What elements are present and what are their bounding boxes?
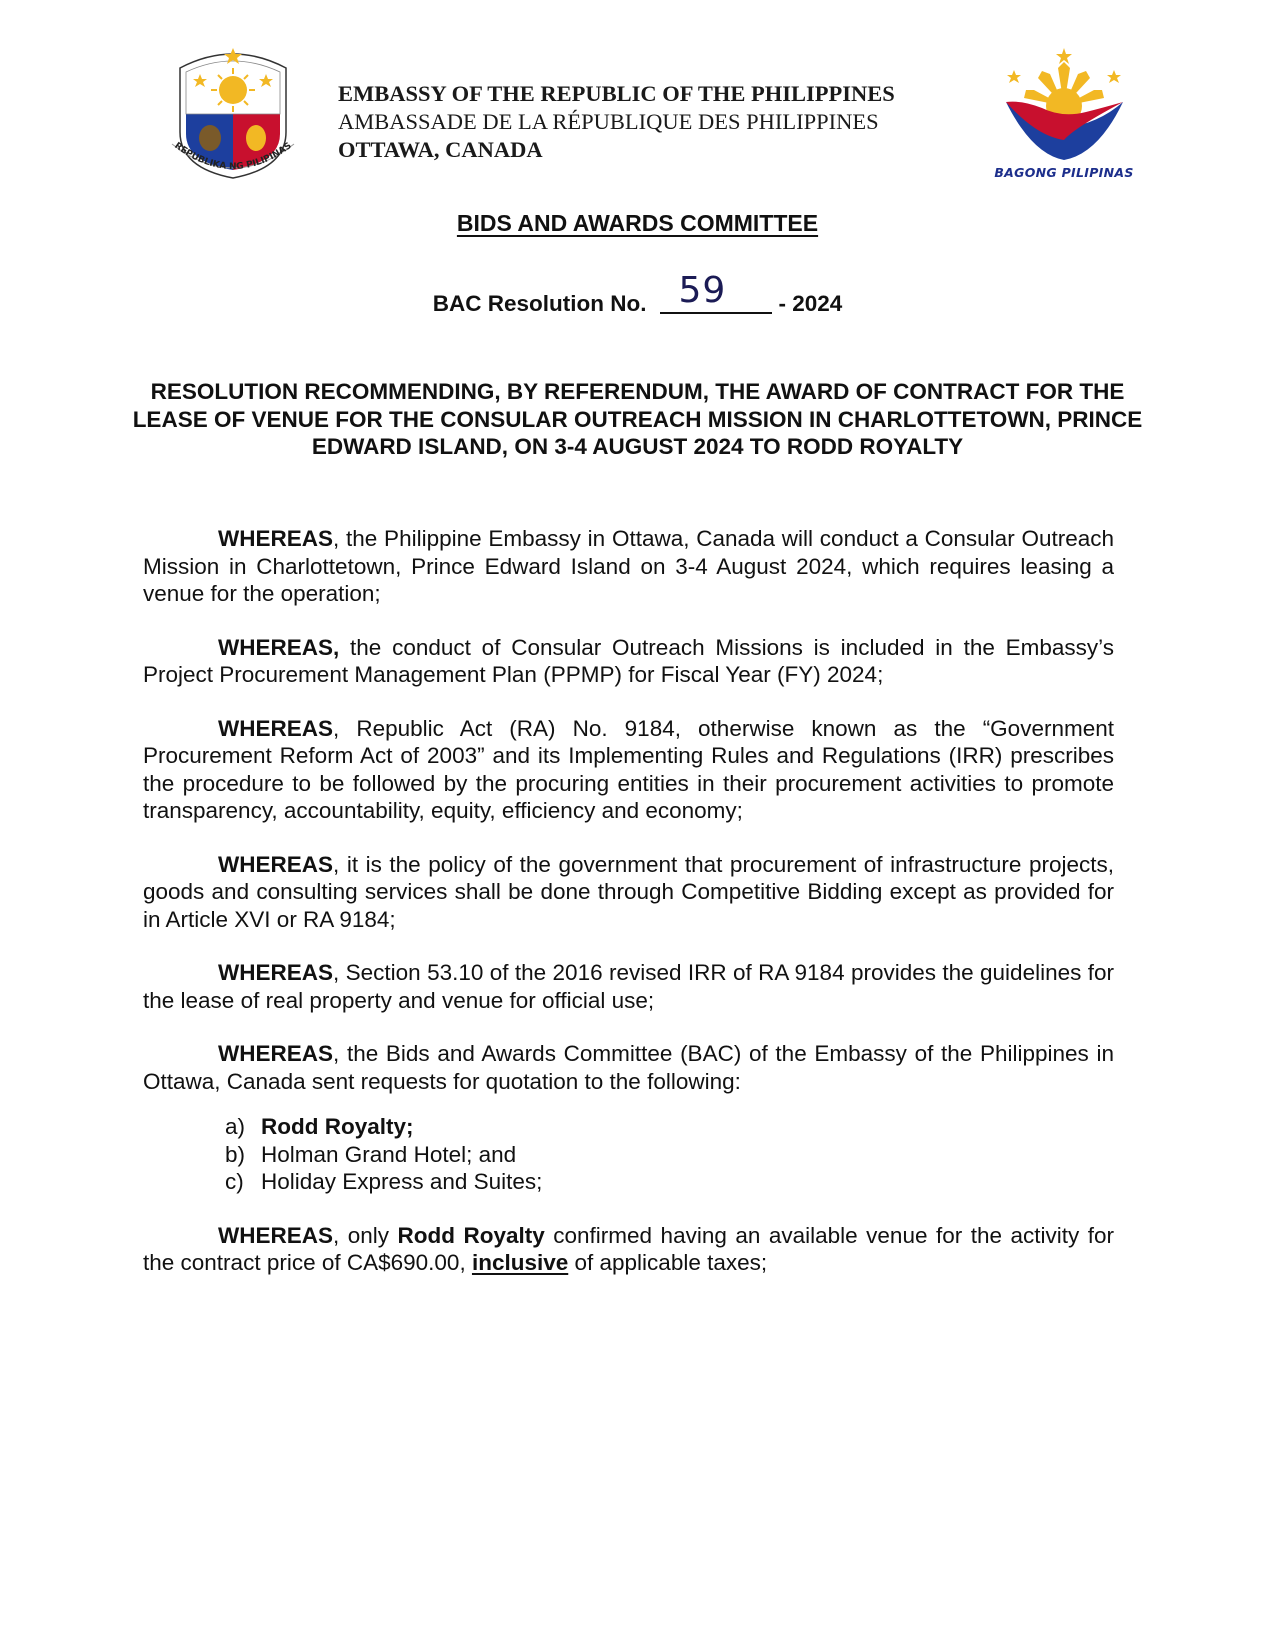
awardee-name: Rodd Royalty	[397, 1222, 545, 1248]
letterhead	[338, 80, 895, 164]
quotation-list	[225, 1113, 1114, 1196]
paragraph-text: , Section 53.10 of the 2016 revised IRR of RA 9184 provides the guidelines for the lease of real property and venue for official use;	[143, 960, 1114, 1013]
whereas-paragraph-7	[143, 1222, 1114, 1277]
letterhead-location: OTTAWA, CANADA	[338, 137, 543, 162]
whereas-paragraph-2	[143, 634, 1114, 689]
committee-heading-text: BIDS AND AWARDS COMMITTEE	[456, 210, 819, 236]
resolution-label: BAC Resolution No.	[432, 291, 647, 316]
philippine-seal-icon	[170, 40, 296, 190]
whereas-lead: WHEREAS,	[218, 634, 340, 660]
whereas-paragraph-5	[143, 959, 1114, 1014]
paragraph-text: , the Bids and Awards Committee (BAC) of the Embassy of the Philippines in Ottawa, Canada sent requests for quotation to the following:	[143, 1041, 1114, 1094]
paragraph-text: , the Philippine Embassy in Ottawa, Canada will conduct a Consular Outreach Mission in Charlottetown, Prince Edward Island on 3-4 August 2024, which requires leasing a venue for the operation;	[143, 526, 1114, 606]
list-marker: c)	[225, 1169, 244, 1194]
letterhead-english: EMBASSY OF THE REPUBLIC OF THE PHILIPPINES	[338, 81, 895, 106]
whereas-paragraph-3	[143, 715, 1114, 825]
whereas-paragraph-4	[143, 851, 1114, 934]
handwritten-number: 59	[678, 270, 727, 311]
list-item	[225, 1141, 1114, 1169]
resolution-year: - 2024	[778, 291, 843, 316]
whereas-lead: WHEREAS	[218, 851, 334, 877]
list-marker: a)	[225, 1114, 246, 1139]
resolution-number-line	[0, 270, 1275, 317]
whereas-paragraph-1	[143, 525, 1114, 608]
paragraph-text: , Republic Act (RA) No. 9184, otherwise known as the “Government Procurement Reform Act of 2003” and its Implementing Rules and Regulations (IRR) prescribes the procedure to be followed by the procuring entities in their procurement activities to promote transparency, accountability, equity, efficiency and economy;	[143, 715, 1114, 823]
list-text: Rodd Royalty;	[261, 1114, 414, 1139]
list-marker: b)	[225, 1141, 246, 1167]
resolution-title: RESOLUTION RECOMMENDING, BY REFERENDUM, THE AWARD OF CONTRACT FOR THE LEASE OF VENUE FOR THE CONSULAR OUTREACH MISSION IN CHARLOTTETOWN, PRINCE EDWARD ISLAND, ON 3-4 AUGUST 2024 TO RODD ROYALTY	[132, 379, 1143, 459]
list-text: Holman Grand Hotel; and	[261, 1141, 517, 1167]
list-text: Holiday Express and Suites;	[261, 1169, 543, 1194]
bagong-pilipinas-logo-icon	[1002, 44, 1127, 164]
list-item	[225, 1168, 1114, 1196]
list-item	[225, 1113, 1114, 1141]
resolution-number-blank	[660, 270, 772, 314]
whereas-lead: WHEREAS	[218, 960, 334, 985]
whereas-lead: WHEREAS	[218, 1222, 334, 1248]
seal-text: REPUBLIKA NG PILIPINAS	[172, 140, 294, 173]
paragraph-text: of applicable taxes;	[568, 1250, 768, 1275]
paragraph-text: , it is the policy of the government that procurement of infrastructure projects, goods and consulting services shall be done through Competitive Bidding except as provided for in Article XVI or RA 9184;	[143, 851, 1114, 932]
bagong-pilipinas-label: BAGONG PILIPINAS	[994, 165, 1134, 180]
letterhead-french: AMBASSADE DE LA RÉPUBLIQUE DES PHILIPPINES	[338, 109, 879, 134]
committee-heading	[0, 210, 1275, 237]
whereas-lead: WHEREAS	[218, 715, 334, 741]
paragraph-text: the conduct of Consular Outreach Missions is included in the Embassy’s Project Procurement Management Plan (PPMP) for Fiscal Year (FY) 2024;	[143, 634, 1114, 687]
paragraph-text: confirmed having an available venue for the activity for the contract price of CA$690.00,	[143, 1222, 1114, 1275]
inclusive-emphasis: inclusive	[471, 1250, 569, 1275]
paragraph-text: , only	[333, 1222, 398, 1248]
resolution-body	[143, 525, 1114, 1303]
whereas-paragraph-6	[143, 1040, 1114, 1095]
whereas-lead: WHEREAS	[218, 1041, 334, 1066]
whereas-lead: WHEREAS	[218, 526, 334, 551]
